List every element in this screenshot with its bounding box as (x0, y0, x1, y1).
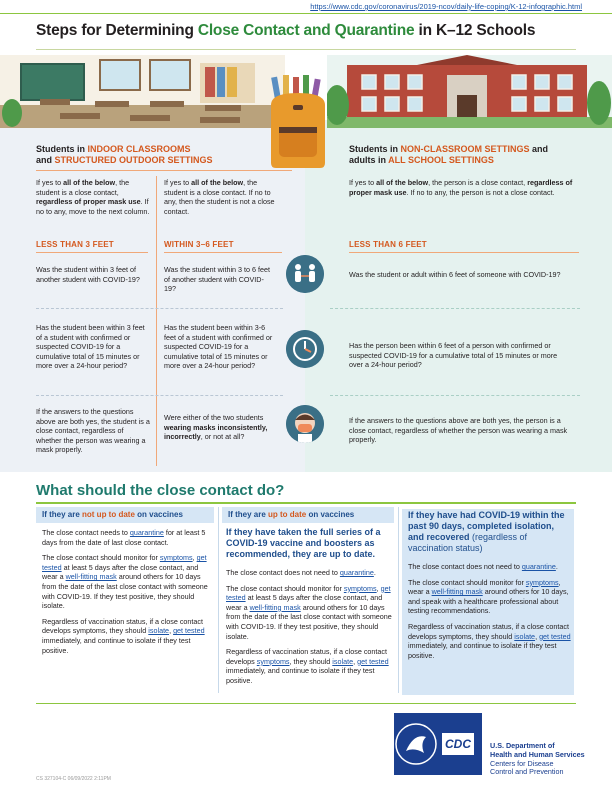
card-not-up-to-date (42, 528, 210, 655)
quarantine-link[interactable]: quarantine (521, 562, 556, 571)
backpack-icon (263, 75, 333, 170)
card2-subheading: If they have taken the full series of a COVID-19 vaccine and boosters as recommended, they are up to date. (226, 527, 381, 559)
page-title: Steps for Determining Close Contact and Quarantine in K–12 Schools (36, 22, 536, 39)
isolate-link[interactable]: isolate (514, 631, 536, 641)
get-tested-link[interactable]: get tested (173, 626, 205, 636)
symptoms-link[interactable]: symptoms (525, 577, 559, 587)
less-than-6-feet-header: LESS THAN 6 FEET (349, 240, 427, 249)
mask-icon (286, 405, 324, 443)
isolate-link[interactable]: isolate (332, 656, 354, 666)
quarantine-link[interactable]: quarantine (129, 528, 164, 537)
right-conclusion: If the answers to the questions above are both yes, the person is a close contact, regardless of whether the person was wearing a mask properly. (349, 416, 568, 445)
header-divider (0, 13, 612, 14)
col2-header-rule (164, 252, 282, 253)
classroom-illustration (0, 55, 285, 128)
cdc-logo-text: CDC (445, 737, 471, 751)
card3-paragraph-2: The close contact should monitor for symptoms, wear a well-fitting mask around others for 10 days, and speak with a healthcare professional about testing recommendations. (408, 577, 569, 616)
right-header-rule (349, 252, 579, 253)
agency-name: U.S. Department of Health and Human Services Centers for Disease Control and Prevention (490, 741, 585, 777)
get-tested-link[interactable]: get tested (42, 553, 207, 572)
footer-divider (36, 703, 576, 704)
isolate-link[interactable]: isolate (148, 626, 170, 636)
symptoms-link[interactable]: symptoms (159, 553, 193, 563)
section-title: What should the close contact do? (36, 482, 285, 499)
col1-question-2: Has the student been within 3 feet of a student with confirmed or suspected COVID-19 for a cumulative total of 15 minutes or more over a 24-hour period? (36, 323, 145, 371)
col2-question-2: Has the student been within 3-6 feet of a student with confirmed or suspected COVID-19 for a cumulative total of 15 minutes or more over a 24-hour period? (164, 323, 273, 371)
col1-question-1: Was the student within 3 feet of another student with COVID-19? (36, 265, 140, 284)
card-recovered-content (408, 510, 572, 660)
less-than-3-feet-header: LESS THAN 3 FEET (36, 240, 114, 249)
non-classroom-heading: Students in NON-CLASSROOM SETTINGS and adults in ALL SCHOOL SETTINGS (349, 144, 549, 165)
get-tested-link[interactable]: get tested (539, 631, 571, 641)
distance-icon (286, 255, 324, 293)
right-question-1: Was the student or adult within 6 feet of someone with COVID-19? (349, 270, 561, 279)
col1-intro: If yes to all of the below, the student is a close contact, regardless of proper mask use. If no to any, move to the next column. (36, 178, 150, 216)
symptoms-link[interactable]: symptoms (256, 656, 290, 666)
title-divider (36, 49, 576, 50)
symptoms-link[interactable]: symptoms (343, 583, 377, 593)
col2-question-1: Was the student within 3 to 6 feet of another student with COVID-19? (164, 265, 271, 294)
row-separator (330, 395, 580, 396)
within-3-6-feet-header: WITHIN 3–6 FEET (164, 240, 234, 249)
col1-header-rule (36, 252, 148, 253)
card-up-to-date (226, 527, 394, 686)
card2-paragraph-1: The close contact does not need to quarantine. (226, 568, 376, 577)
col1-conclusion: If the answers to the questions above are both yes, the student is a close contact, regardless of whether the person was wearing a mask properly. (36, 407, 150, 455)
card2-paragraph-3: Regardless of vaccination status, if a close contact develops symptoms, they should isolate, get tested immediately, and continue to isolate if they test positive. (226, 647, 389, 685)
col2-intro: If yes to all of the below, the student is a close contact. If no to any, then the student is not a close contact. (164, 178, 275, 216)
source-url[interactable]: https://www.cdc.gov/coronavirus/2019-ncov/daily-life-coping/K-12-infographic.html (310, 2, 582, 11)
right-intro: If yes to all of the below, the person is a close contact, regardless of proper mask use. If no to any, the person is not a close contact. (349, 178, 573, 197)
get-tested-link[interactable]: get tested (226, 583, 391, 603)
card-up-to-date-header: If they are up to date on vaccines (222, 507, 394, 523)
card1-paragraph-2: The close contact should monitor for symptoms, get tested at least 5 days after the close contact, and wear a well-fitting mask around others for 10 days from the date of the last close contact with someone with COVID-19. If they test positive, they should isolate. (42, 553, 208, 611)
row-separator (36, 308, 283, 309)
column-divider (156, 176, 157, 466)
well-fitting-mask-link[interactable]: well-fitting mask (65, 572, 117, 582)
card3-paragraph-3: Regardless of vaccination status, if a close contact develops symptoms, they should isolate, get tested immediately, and continue to isolate if they test positive. (408, 621, 571, 660)
clock-icon (286, 330, 324, 368)
right-question-2: Has the person been within 6 feet of a person with confirmed or suspected COVID-19 for a cumulative total of 15 minutes or more over a 24-hour period? (349, 341, 558, 370)
indoor-heading: Students in INDOOR CLASSROOMS and STRUCTURED OUTDOOR SETTINGS (36, 144, 213, 165)
section-divider (36, 502, 576, 504)
card3-paragraph-1: The close contact does not need to quarantine. (408, 562, 558, 571)
card2-paragraph-2: The close contact should monitor for symptoms, get tested at least 5 days after the close contact, and wear a well-fitting mask around others for 10 days from the date of the last close contact with someone with COVID-19. If they test positive, they should isolate. (226, 583, 392, 641)
get-tested-link[interactable]: get tested (357, 656, 389, 666)
well-fitting-mask-link[interactable]: well-fitting mask (431, 587, 483, 597)
document-code: CS 327104-C 06/09/2022 2:11PM (36, 776, 111, 782)
school-building-illustration (327, 55, 612, 128)
card3-subheading: If they have had COVID-19 within the past 90 days, completed isolation, and recovered (regardless of vaccination status) (408, 510, 565, 553)
row-separator (36, 395, 283, 396)
card-not-up-to-date-header: If they are not up to date on vaccines (36, 507, 214, 523)
card-divider (398, 507, 399, 693)
card-divider (218, 507, 219, 693)
col2-question-3: Were either of the two students wearing masks inconsistently, incorrectly, or not at all? (164, 413, 268, 442)
card1-paragraph-3: Regardless of vaccination status, if a close contact develops symptoms, they should isolate, get tested immediately, and continue to isolate if they test positive. (42, 616, 205, 655)
row-separator (330, 308, 580, 309)
indoor-heading-rule (36, 170, 292, 171)
quarantine-link[interactable]: quarantine (339, 568, 374, 577)
card1-paragraph-1: The close contact needs to quarantine for at least 5 days from the date of last close contact. (42, 528, 206, 547)
well-fitting-mask-link[interactable]: well-fitting mask (249, 602, 301, 612)
